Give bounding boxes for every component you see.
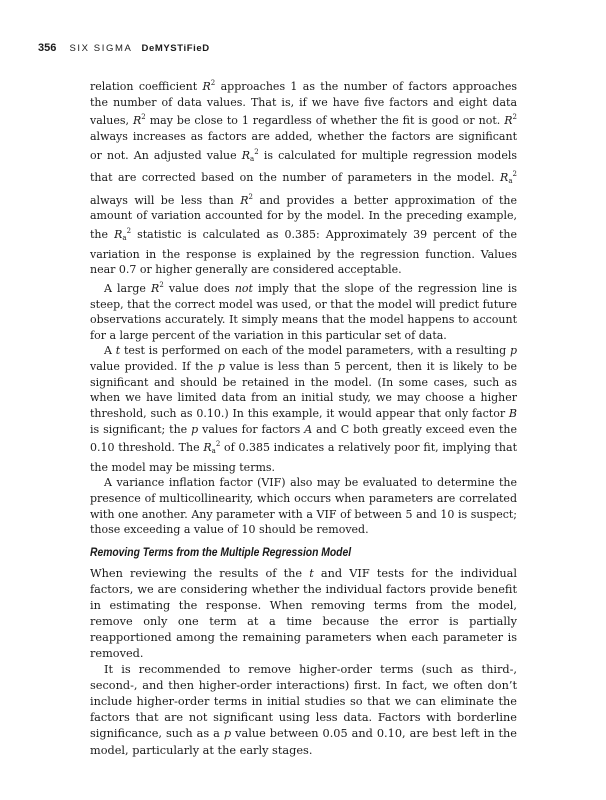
body-text-lower [90,566,517,759]
paragraph: When reviewing the results of the t and VIF tests for the individual factors, we are considering whether the individual factors provide benefit in estimating the response. When removing terms from the model, remove only one term at a time because the error is partially reapportioned among the remaining parameters when each parameter is removed. [90,567,518,661]
book-title: DeMYSTiFieD [141,43,210,54]
paragraph: A t test is performed on each of the model parameters, with a resulting p value provided. If the p value is less than 5 percent, then it is likely to be significant and should be retained in the model. (In some cases, such as when we have limited data from an initial study, we may choose a higher threshold, such as 0.10.) In this example, it would appear that only factor B is significant; the p values for factors A and C both greatly exceed even the 0.10 threshold. The $R_a^2$ of 0.385 indicates a relatively poor fit, implying that the model may be missing terms. [90,344,517,474]
book-series: SIX SIGMA [69,43,133,54]
running-header [38,36,210,55]
body-text-upper [90,76,517,538]
section-heading: Removing Terms from the Multiple Regression Model [90,545,352,559]
paragraph: relation coefficient $R^2$ approaches 1 as the number of factors approaches the number of data values. That is, if we have five factors and eight data values, $R^2$ may be close to 1 regardless of whether the fit is good or not. $R^2$ always increases as factors are added, whether the factors are significant or not. An adjusted value $R_a^2$ is calculated for multiple regression models that are corrected based on the number of parameters in the model. $R_a^2$ always will be less than $R^2$ and provides a better approximation of the amount of variation accounted for by the model. In the preceding example, the $R_a^2$ statistic is calculated as 0.385: Approximately 39 percent of the variation in the response is explained by the regression function. Values near 0.7 or higher generally are considered acceptable. [90,79,517,277]
paragraph: A large $R^2$ value does not imply that the slope of the regression line is steep, that the correct model was used, or that the model will predict future observations accurately. It simply means that the model happens to account for a large percent of the variation in this particular set of data. [90,280,517,342]
paragraph: It is recommended to remove higher-order terms (such as third-, second-, and then higher-order interactions) first. In fact, we often don’t include higher-order terms in initial studies so that we can eliminate the factors that are not significant using less data. Factors with borderline significance, such as a p value between 0.05 and 0.10, are best left in the model, particularly at the early stages. [90,663,517,757]
paragraph: A variance inflation factor (VIF) also may be evaluated to determine the presence of multicollinearity, which occurs when parameters are correlated with one another. Any parameter with a VIF of between 5 and 10 is suspect; those exceeding a value of 10 should be removed. [90,476,517,537]
page-number: 356 [38,42,57,54]
